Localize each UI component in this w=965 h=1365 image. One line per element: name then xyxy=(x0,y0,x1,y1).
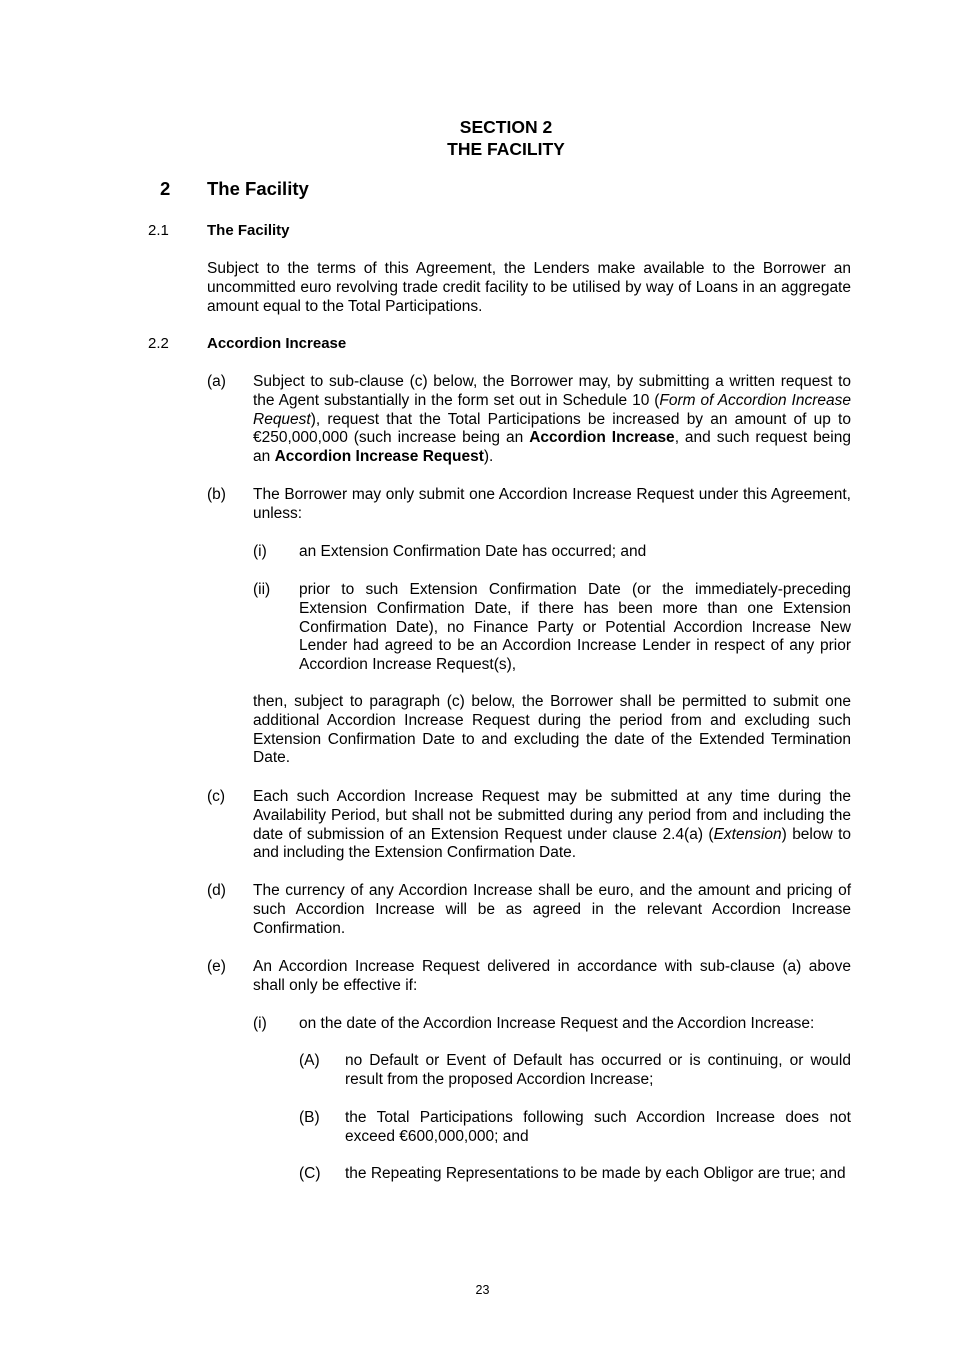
paragraph-e-label: (e) xyxy=(207,958,226,975)
paragraph-a-label: (a) xyxy=(207,373,226,390)
paragraph-b-ii-label: (ii) xyxy=(253,581,271,598)
subclause-2-1-title: The Facility xyxy=(207,222,290,239)
paragraph-e-B-text: the Total Participations following such Accordion Increase does not exceed €600,000,000; and xyxy=(345,1109,851,1145)
paragraph-e-i-label: (i) xyxy=(253,1015,267,1032)
paragraph-e-C-text: the Repeating Representations to be made by each Obligor are true; and xyxy=(345,1165,846,1182)
paragraph-e-text: An Accordion Increase Request delivered in accordance with sub-clause (a) above shall only be effective if: xyxy=(253,958,851,994)
paragraph-b-text: The Borrower may only submit one Accordion Increase Request under this Agreement, unless: xyxy=(253,486,851,522)
section-heading-line1: SECTION 2 xyxy=(459,117,553,137)
paragraph-b-ii-text: prior to such Extension Confirmation Date (or the immediately-preceding Extension Confirmation Date, if there has been more than one Extension Confirmation Date), no Finance Party or Potential Accordion Increase New Lender had agreed to be an Accordion Increase Lender in respect of any prior Accordion Increase Request(s), xyxy=(299,581,851,674)
paragraph-e-i-text: on the date of the Accordion Increase Request and the Accordion Increase: xyxy=(299,1015,815,1032)
subclause-2-1-text: Subject to the terms of this Agreement, the Lenders make available to the Borrower an uncommitted euro revolving trade credit facility to be utilised by way of Loans in an aggregate amount equal to the Total Participations. xyxy=(207,260,851,315)
paragraph-e-C-label: (C) xyxy=(299,1165,321,1182)
paragraph-d-text: The currency of any Accordion Increase shall be euro, and the amount and pricing of such Accordion Increase will be as agreed in the relevant Accordion Increase Confirmation. xyxy=(253,882,851,937)
paragraph-e-A-text: no Default or Event of Default has occurred or is continuing, or would result from the proposed Accordion Increase; xyxy=(345,1052,851,1088)
paragraph-b-i-text: an Extension Confirmation Date has occurred; and xyxy=(299,543,647,560)
paragraph-b-label: (b) xyxy=(207,486,226,503)
paragraph-b-then-text: then, subject to paragraph (c) below, the Borrower shall be permitted to submit one additional Accordion Increase Request during the period from and excluding such Extension Confirmation Date to and excluding the date of the Extended Termination Date. xyxy=(253,693,851,767)
clause-title: The Facility xyxy=(207,178,309,199)
subclause-2-1-number: 2.1 xyxy=(148,222,169,239)
subclause-2-2-number: 2.2 xyxy=(148,335,169,352)
clause-number: 2 xyxy=(160,178,171,199)
paragraph-c-label: (c) xyxy=(207,788,226,805)
paragraph-e-B-label: (B) xyxy=(299,1109,320,1126)
paragraph-e-A-label: (A) xyxy=(299,1052,320,1069)
page-number: 23 xyxy=(475,1283,490,1297)
paragraph-b-i-label: (i) xyxy=(253,543,267,560)
paragraph-d-label: (d) xyxy=(207,882,226,899)
paragraph-a-text: Subject to sub-clause (c) below, the Borrower may, by submitting a written request to the Agent substantially in the form set out in Schedule 10 (Form of Accordion Increase Request), request that the Total Participations be increased by an amount of up to €250,000,000 (such increase being an Accordion Increase, and such request being an Accordion Increase Request). xyxy=(253,373,851,466)
paragraph-c-text: Each such Accordion Increase Request may be submitted at any time during the Availability Period, but shall not be submitted during any period from and including the date of submission of an Extension Request under clause 2.4(a) (Extension) below to and including the Extension Confirmation Date. xyxy=(253,788,851,862)
subclause-2-2-title: Accordion Increase xyxy=(207,335,347,352)
section-heading-line2: THE FACILITY xyxy=(447,139,565,159)
